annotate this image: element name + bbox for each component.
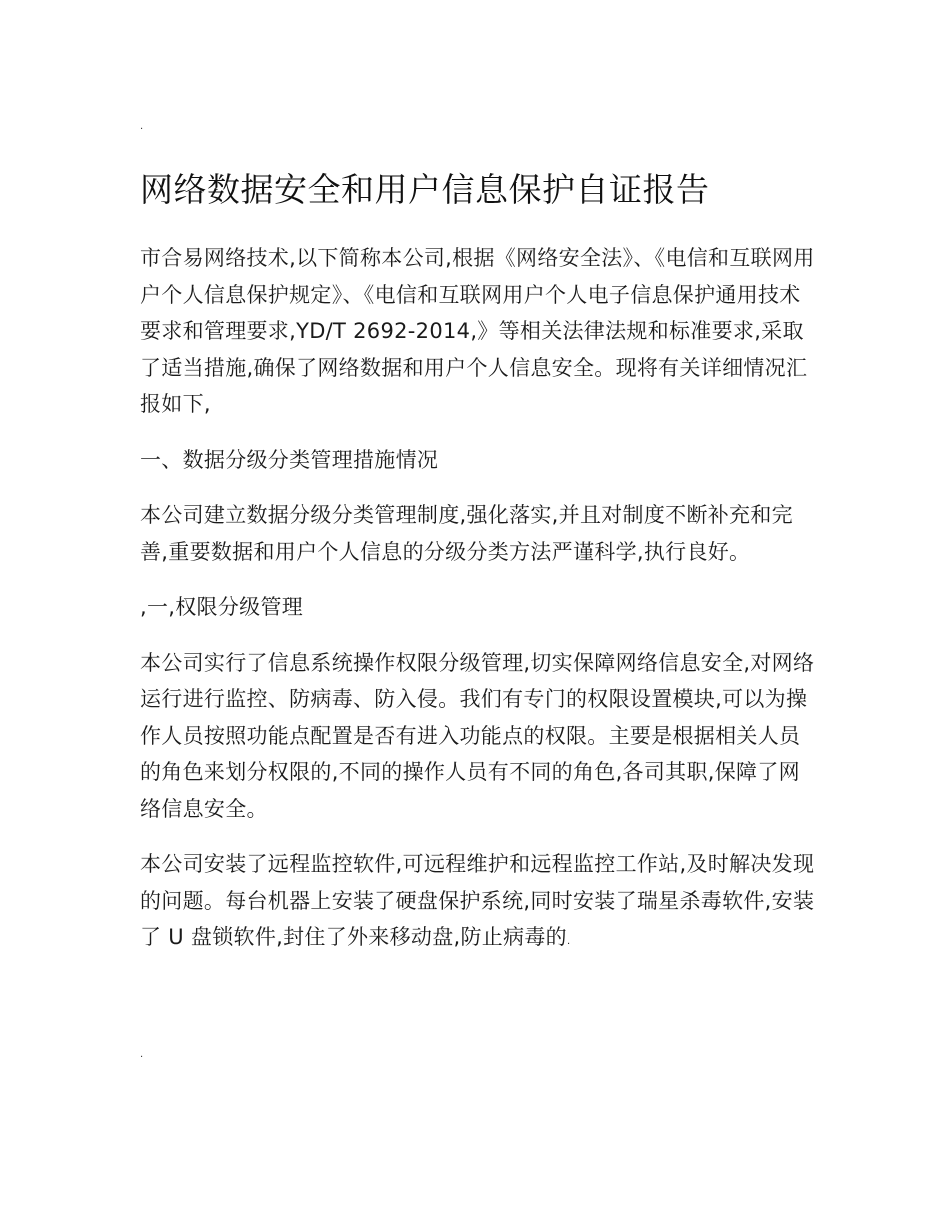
intro-paragraph: 市合易网络技术,以下简称本公司,根据《网络安全法》、《电信和互联网用户个人信息保护规定》、《电信和互联网用户个人电子信息保护通用技术要求和管理要求,YD/T 2692-2014,》等相关法律法规和标准要求,采取了适当措施,确保了网络数据和用户个人信息安全。现将有关详细情况汇报如下, [140,246,815,416]
subsection-heading-1: ,一,权限分级管理 [140,595,304,619]
footer-mark: . [140,1049,144,1060]
section-heading-1: 一、数据分级分类管理措施情况 [140,447,439,472]
header-mark: . [140,121,144,132]
section-1-paragraph: 本公司建立数据分级分类管理制度,强化落实,并且对制度不断补充和完善,重要数据和用户个人信息的分级分类方法严谨科学,执行良好。 [140,503,793,564]
document-body [140,166,815,980]
subsection-1-paragraph-2 [140,846,815,961]
subsection-1-paragraph-1: 本公司实行了信息系统操作权限分级管理,切实保障网络信息安全,对网络运行进行监控、防病毒、防入侵。我们有专门的权限设置模块,可以为操作人员按照功能点配置是否有进入功能点的权限。主要是根据相关人员的角色来划分权限的,不同的操作人员有不同的角色,各司其职,保障了网络信息安全。 [140,650,815,821]
subsection-1-paragraph-2-text: 本公司安装了远程监控软件,可远程维护和远程监控工作站,及时解决发现的问题。每台机器上安装了硬盘保护系统,同时安装了瑞星杀毒软件,安装了 U 盘锁软件,封住了外来移动盘,防止病毒的 [140,852,815,949]
paragraph-tail-mark: . [566,936,571,947]
page-title: 网络数据安全和用户信息保护自证报告 [140,170,710,209]
